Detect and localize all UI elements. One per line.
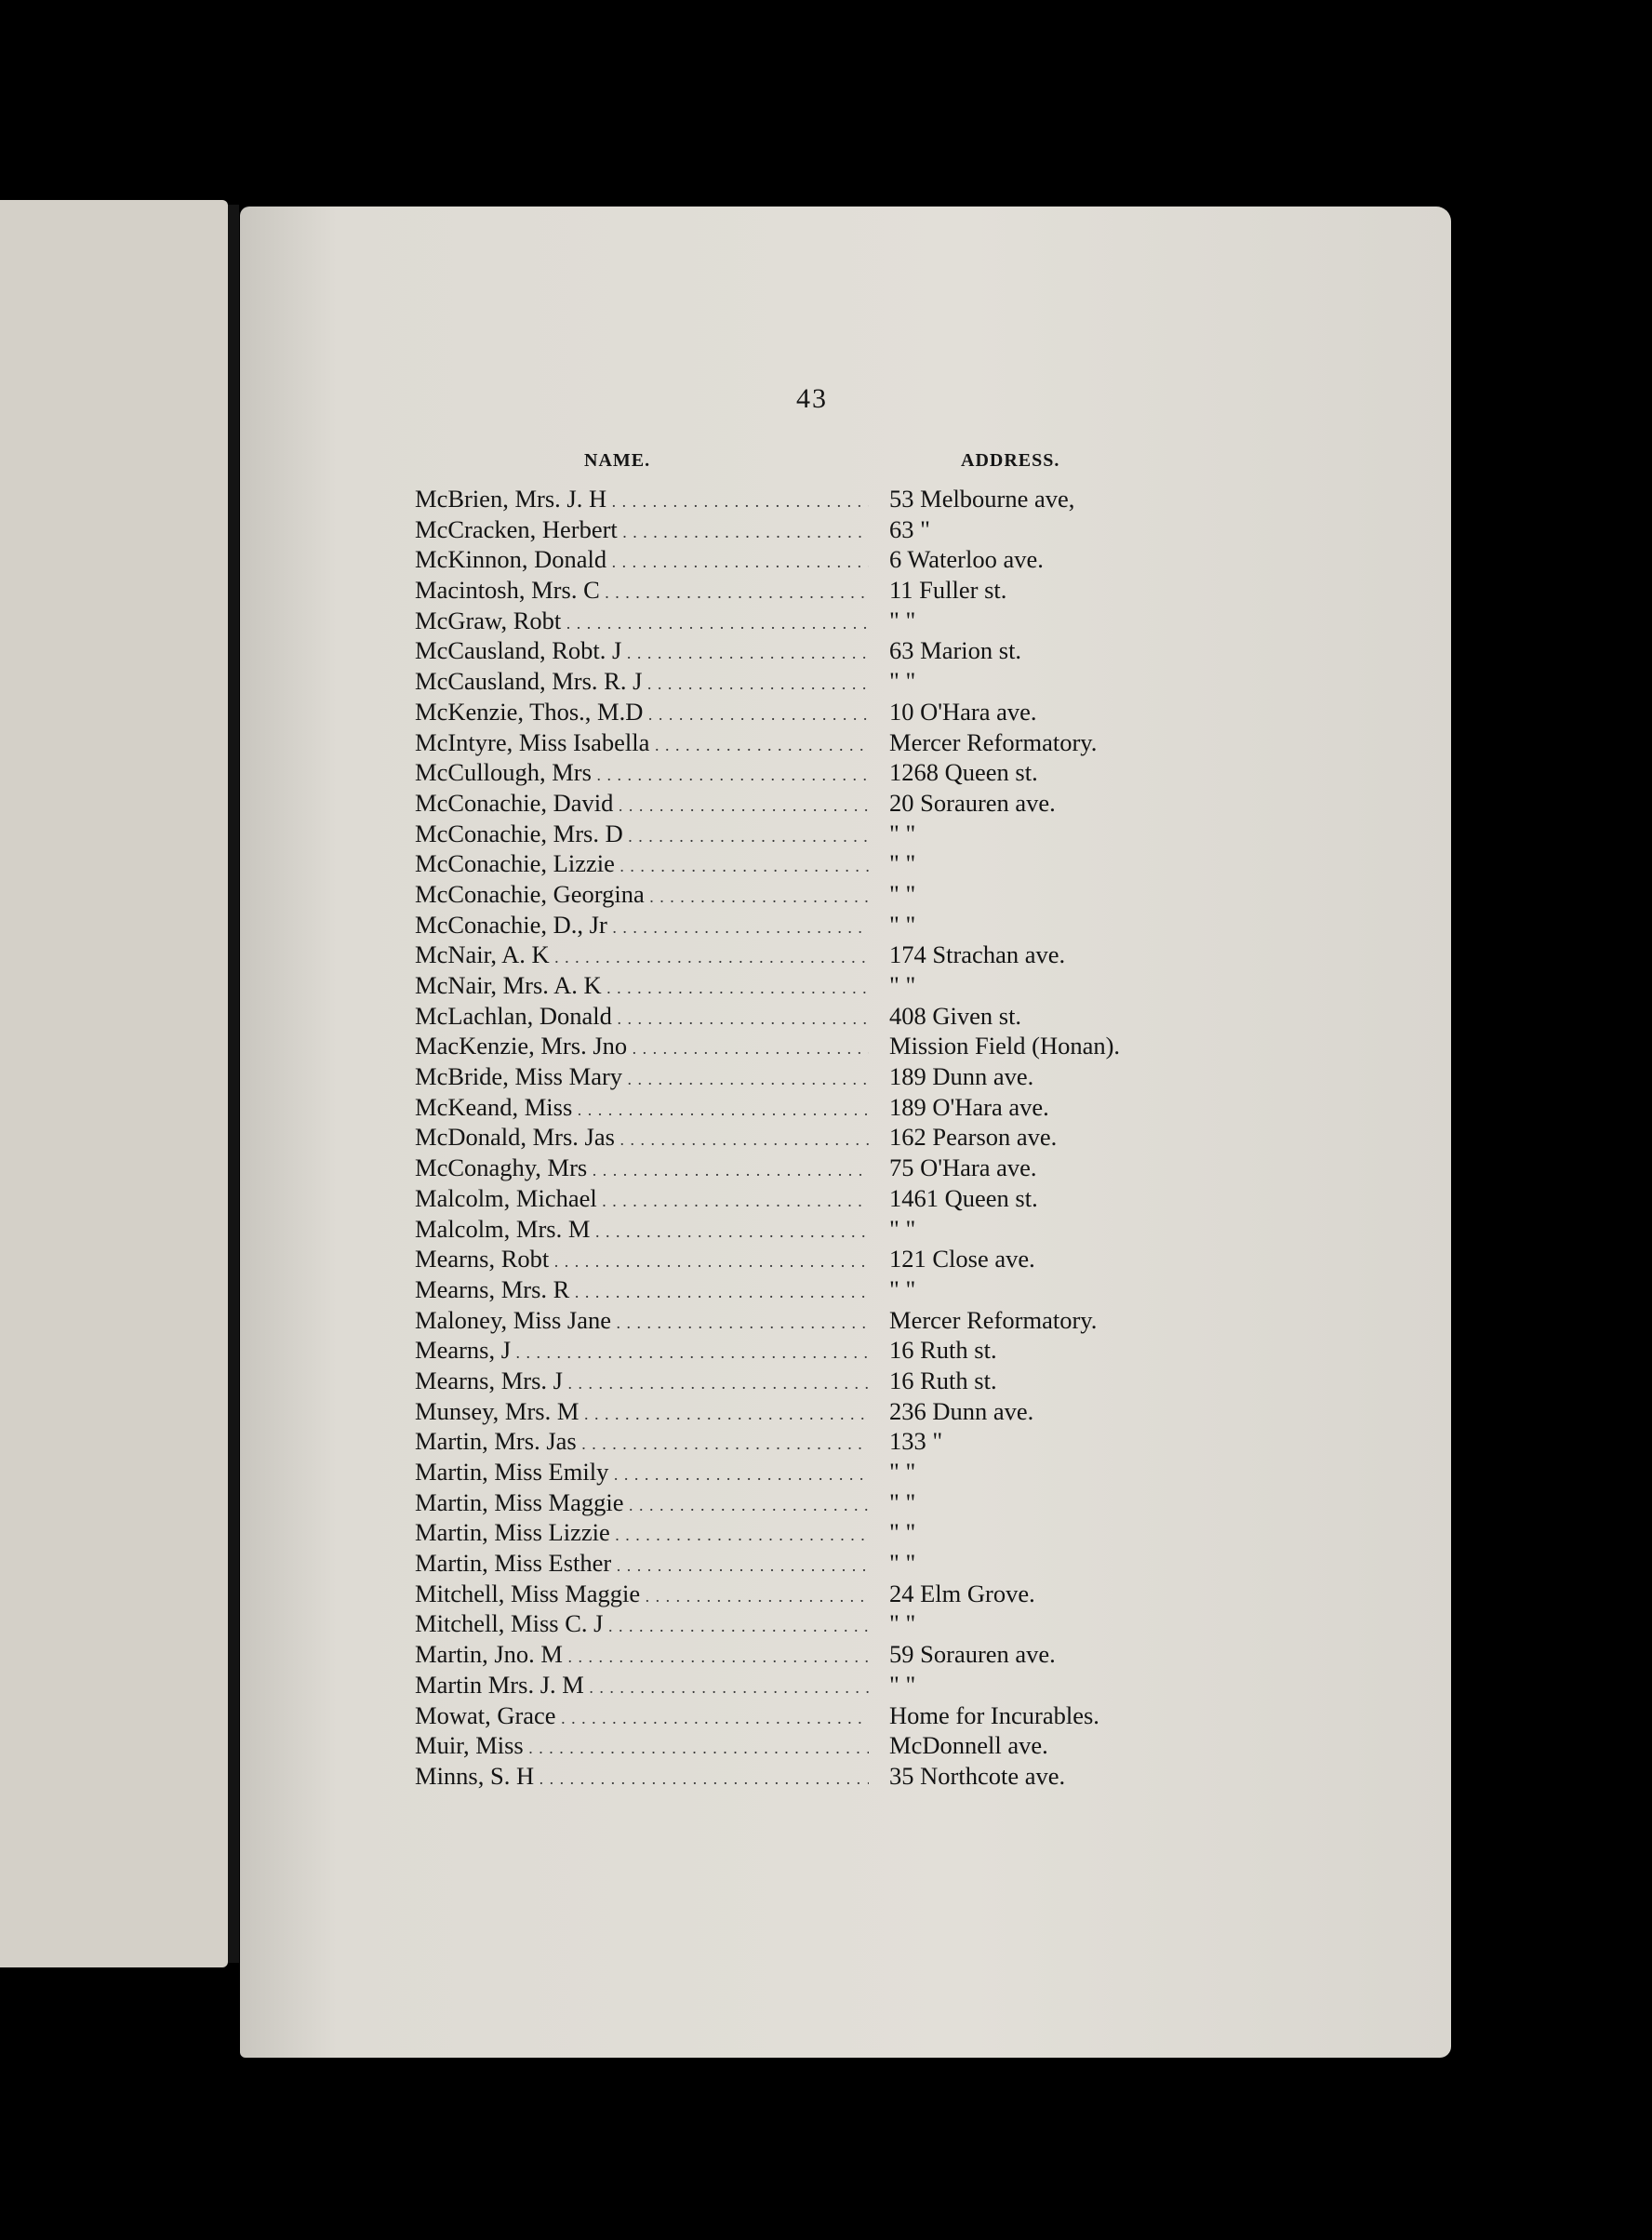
directory-entry (415, 1487, 1419, 1518)
entry-address: 10 O'Hara ave. (889, 697, 1037, 726)
directory-entry (415, 788, 1419, 819)
entry-address: 63 Marion st. (889, 636, 1022, 665)
entry-name: McBride, Miss Mary (415, 1062, 623, 1091)
entry-name: McDonald, Mrs. Jas (415, 1123, 615, 1152)
directory-entry (415, 575, 1419, 606)
entry-address: 6 Waterloo ave. (889, 545, 1044, 574)
directory-entry (415, 757, 1419, 788)
entry-address: 53 Melbourne ave, (889, 485, 1075, 513)
entry-name: Macintosh, Mrs. C (415, 576, 600, 605)
directory-entry (415, 1730, 1419, 1761)
directory-entry (415, 879, 1419, 910)
directory-entry (415, 697, 1419, 727)
directory-entry (415, 1639, 1419, 1670)
directory-entry (415, 1700, 1419, 1731)
entry-address: 162 Pearson ave. (889, 1123, 1058, 1152)
entry-name: Mowat, Grace (415, 1700, 556, 1729)
directory-entry (415, 606, 1419, 636)
entry-name: Maloney, Miss Jane (415, 1305, 611, 1334)
entry-address: 189 O'Hara ave. (889, 1092, 1049, 1121)
entry-address: " " (889, 879, 916, 908)
entry-name: McConachie, Georgina (415, 879, 645, 908)
entry-address: Mercer Reformatory. (889, 727, 1098, 756)
entry-name: McCausland, Mrs. R. J (415, 667, 643, 696)
entry-name: Mearns, J (415, 1336, 512, 1365)
entry-address: " " (889, 606, 916, 634)
entry-address: " " (889, 1487, 916, 1516)
entry-name: Martin, Miss Lizzie (415, 1518, 610, 1547)
directory-entry (415, 970, 1419, 1001)
entry-address: 121 Close ave. (889, 1245, 1035, 1273)
entry-address: " " (889, 1214, 916, 1243)
entry-address: " " (889, 667, 916, 696)
entry-address: 408 Given st. (889, 1001, 1022, 1030)
entry-name: Martin, Miss Emily (415, 1458, 609, 1486)
directory-entry (415, 1092, 1419, 1123)
entry-address: 24 Elm Grove. (889, 1579, 1035, 1607)
directory-entry (415, 727, 1419, 758)
entry-name: Malcolm, Michael (415, 1183, 597, 1212)
entry-address: 189 Dunn ave. (889, 1062, 1034, 1091)
entry-address: " " (889, 1274, 916, 1303)
entry-address: " " (889, 1458, 916, 1486)
directory-entry (415, 1153, 1419, 1183)
entry-name: Martin, Miss Esther (415, 1549, 612, 1578)
entry-name: McKeand, Miss (415, 1092, 573, 1121)
entry-address: " " (889, 1670, 916, 1699)
entry-address: 63 " (889, 514, 930, 543)
entry-address: 20 Sorauren ave. (889, 788, 1056, 817)
directory-entry (415, 635, 1419, 666)
directory-entry (415, 1517, 1419, 1548)
directory-entry (415, 1608, 1419, 1639)
entry-address: Mission Field (Honan). (889, 1032, 1121, 1060)
entry-name: Martin, Mrs. Jas (415, 1427, 577, 1456)
entry-address: 16 Ruth st. (889, 1366, 997, 1394)
directory-entry (415, 484, 1419, 514)
entry-address: " " (889, 971, 916, 999)
entry-address: " " (889, 910, 916, 939)
entry-name: McConachie, D., Jr (415, 910, 607, 939)
entry-name: McNair, A. K (415, 940, 550, 969)
entry-name: McConachie, David (415, 788, 614, 817)
entry-address: " " (889, 1609, 916, 1638)
entry-name: MacKenzie, Mrs. Jno (415, 1032, 628, 1060)
entry-address: 59 Sorauren ave. (889, 1640, 1056, 1669)
entry-address: Home for Incurables. (889, 1700, 1099, 1729)
entry-name: Martin Mrs. J. M (415, 1670, 584, 1699)
directory-entry (415, 1244, 1419, 1274)
entry-name: McGraw, Robt (415, 606, 562, 634)
entry-address: Mercer Reformatory. (889, 1305, 1098, 1334)
directory-entry (415, 1122, 1419, 1153)
entry-address: 35 Northcote ave. (889, 1761, 1066, 1790)
entry-address: 1268 Queen st. (889, 758, 1038, 787)
entry-name: McNair, Mrs. A. K (415, 971, 602, 999)
directory-entry (415, 1426, 1419, 1457)
entry-name: McCullough, Mrs (415, 758, 592, 787)
entry-address: 174 Strachan ave. (889, 940, 1066, 969)
directory-entry (415, 1335, 1419, 1366)
entry-address: " " (889, 819, 916, 847)
entry-address: 133 " (889, 1427, 943, 1456)
entry-name: Martin, Jno. M (415, 1640, 563, 1669)
left-page-edge (0, 200, 228, 1967)
entry-address: " " (889, 1518, 916, 1547)
entry-address: " " (889, 849, 916, 878)
entry-address: McDonnell ave. (889, 1731, 1048, 1760)
entry-name: McKinnon, Donald (415, 545, 607, 574)
entry-name: McConachie, Mrs. D (415, 819, 623, 847)
entry-name: Martin, Miss Maggie (415, 1487, 624, 1516)
name-column-header: NAME. (584, 450, 651, 471)
directory-entry (415, 1274, 1419, 1305)
directory-entry (415, 1001, 1419, 1032)
entry-name: McBrien, Mrs. J. H (415, 485, 607, 513)
directory-entry (415, 1548, 1419, 1579)
directory-entry (415, 1214, 1419, 1245)
directory-entry (415, 1761, 1419, 1792)
directory-entry (415, 1305, 1419, 1336)
entry-address: 11 Fuller st. (889, 576, 1007, 605)
directory-entry (415, 1183, 1419, 1214)
entry-name: Malcolm, Mrs. M (415, 1214, 591, 1243)
directory-entry (415, 544, 1419, 575)
directory-entry (415, 1457, 1419, 1487)
entry-name: Muir, Miss (415, 1731, 524, 1760)
entry-name: Minns, S. H (415, 1761, 535, 1790)
directory-entry (415, 848, 1419, 879)
directory-entries (415, 484, 1419, 1792)
entry-name: Mearns, Mrs. J (415, 1366, 563, 1394)
directory-entry (415, 819, 1419, 849)
directory-entry (415, 1061, 1419, 1092)
address-column-header: ADDRESS. (961, 450, 1060, 471)
entry-address: 16 Ruth st. (889, 1336, 997, 1365)
entry-name: McLachlan, Donald (415, 1001, 612, 1030)
directory-entry (415, 940, 1419, 970)
entry-name: McConaghy, Mrs (415, 1153, 588, 1182)
entry-name: McCausland, Robt. J (415, 636, 622, 665)
entry-name: Mitchell, Miss Maggie (415, 1579, 641, 1607)
entry-name: McIntyre, Miss Isabella (415, 727, 650, 756)
directory-entry (415, 1670, 1419, 1700)
directory-entry (415, 666, 1419, 697)
entry-name: Munsey, Mrs. M (415, 1396, 580, 1425)
entry-address: 1461 Queen st. (889, 1183, 1038, 1212)
directory-entry (415, 514, 1419, 545)
entry-name: McKenzie, Thos., M.D (415, 697, 644, 726)
entry-name: McConachie, Lizzie (415, 849, 615, 878)
directory-entry (415, 1396, 1419, 1427)
directory-entry (415, 910, 1419, 940)
directory-entry (415, 1031, 1419, 1061)
directory-entry (415, 1366, 1419, 1396)
entry-name: Mitchell, Miss C. J (415, 1609, 604, 1638)
entry-name: Mearns, Mrs. R (415, 1274, 570, 1303)
book-gutter (228, 205, 239, 1963)
entry-address: " " (889, 1549, 916, 1578)
page-number: 43 (796, 383, 828, 414)
directory-page (240, 207, 1451, 2058)
entry-name: Mearns, Robt (415, 1245, 550, 1273)
entry-address: 75 O'Hara ave. (889, 1153, 1037, 1182)
directory-entry (415, 1579, 1419, 1609)
entry-address: 236 Dunn ave. (889, 1396, 1034, 1425)
entry-name: McCracken, Herbert (415, 514, 618, 543)
